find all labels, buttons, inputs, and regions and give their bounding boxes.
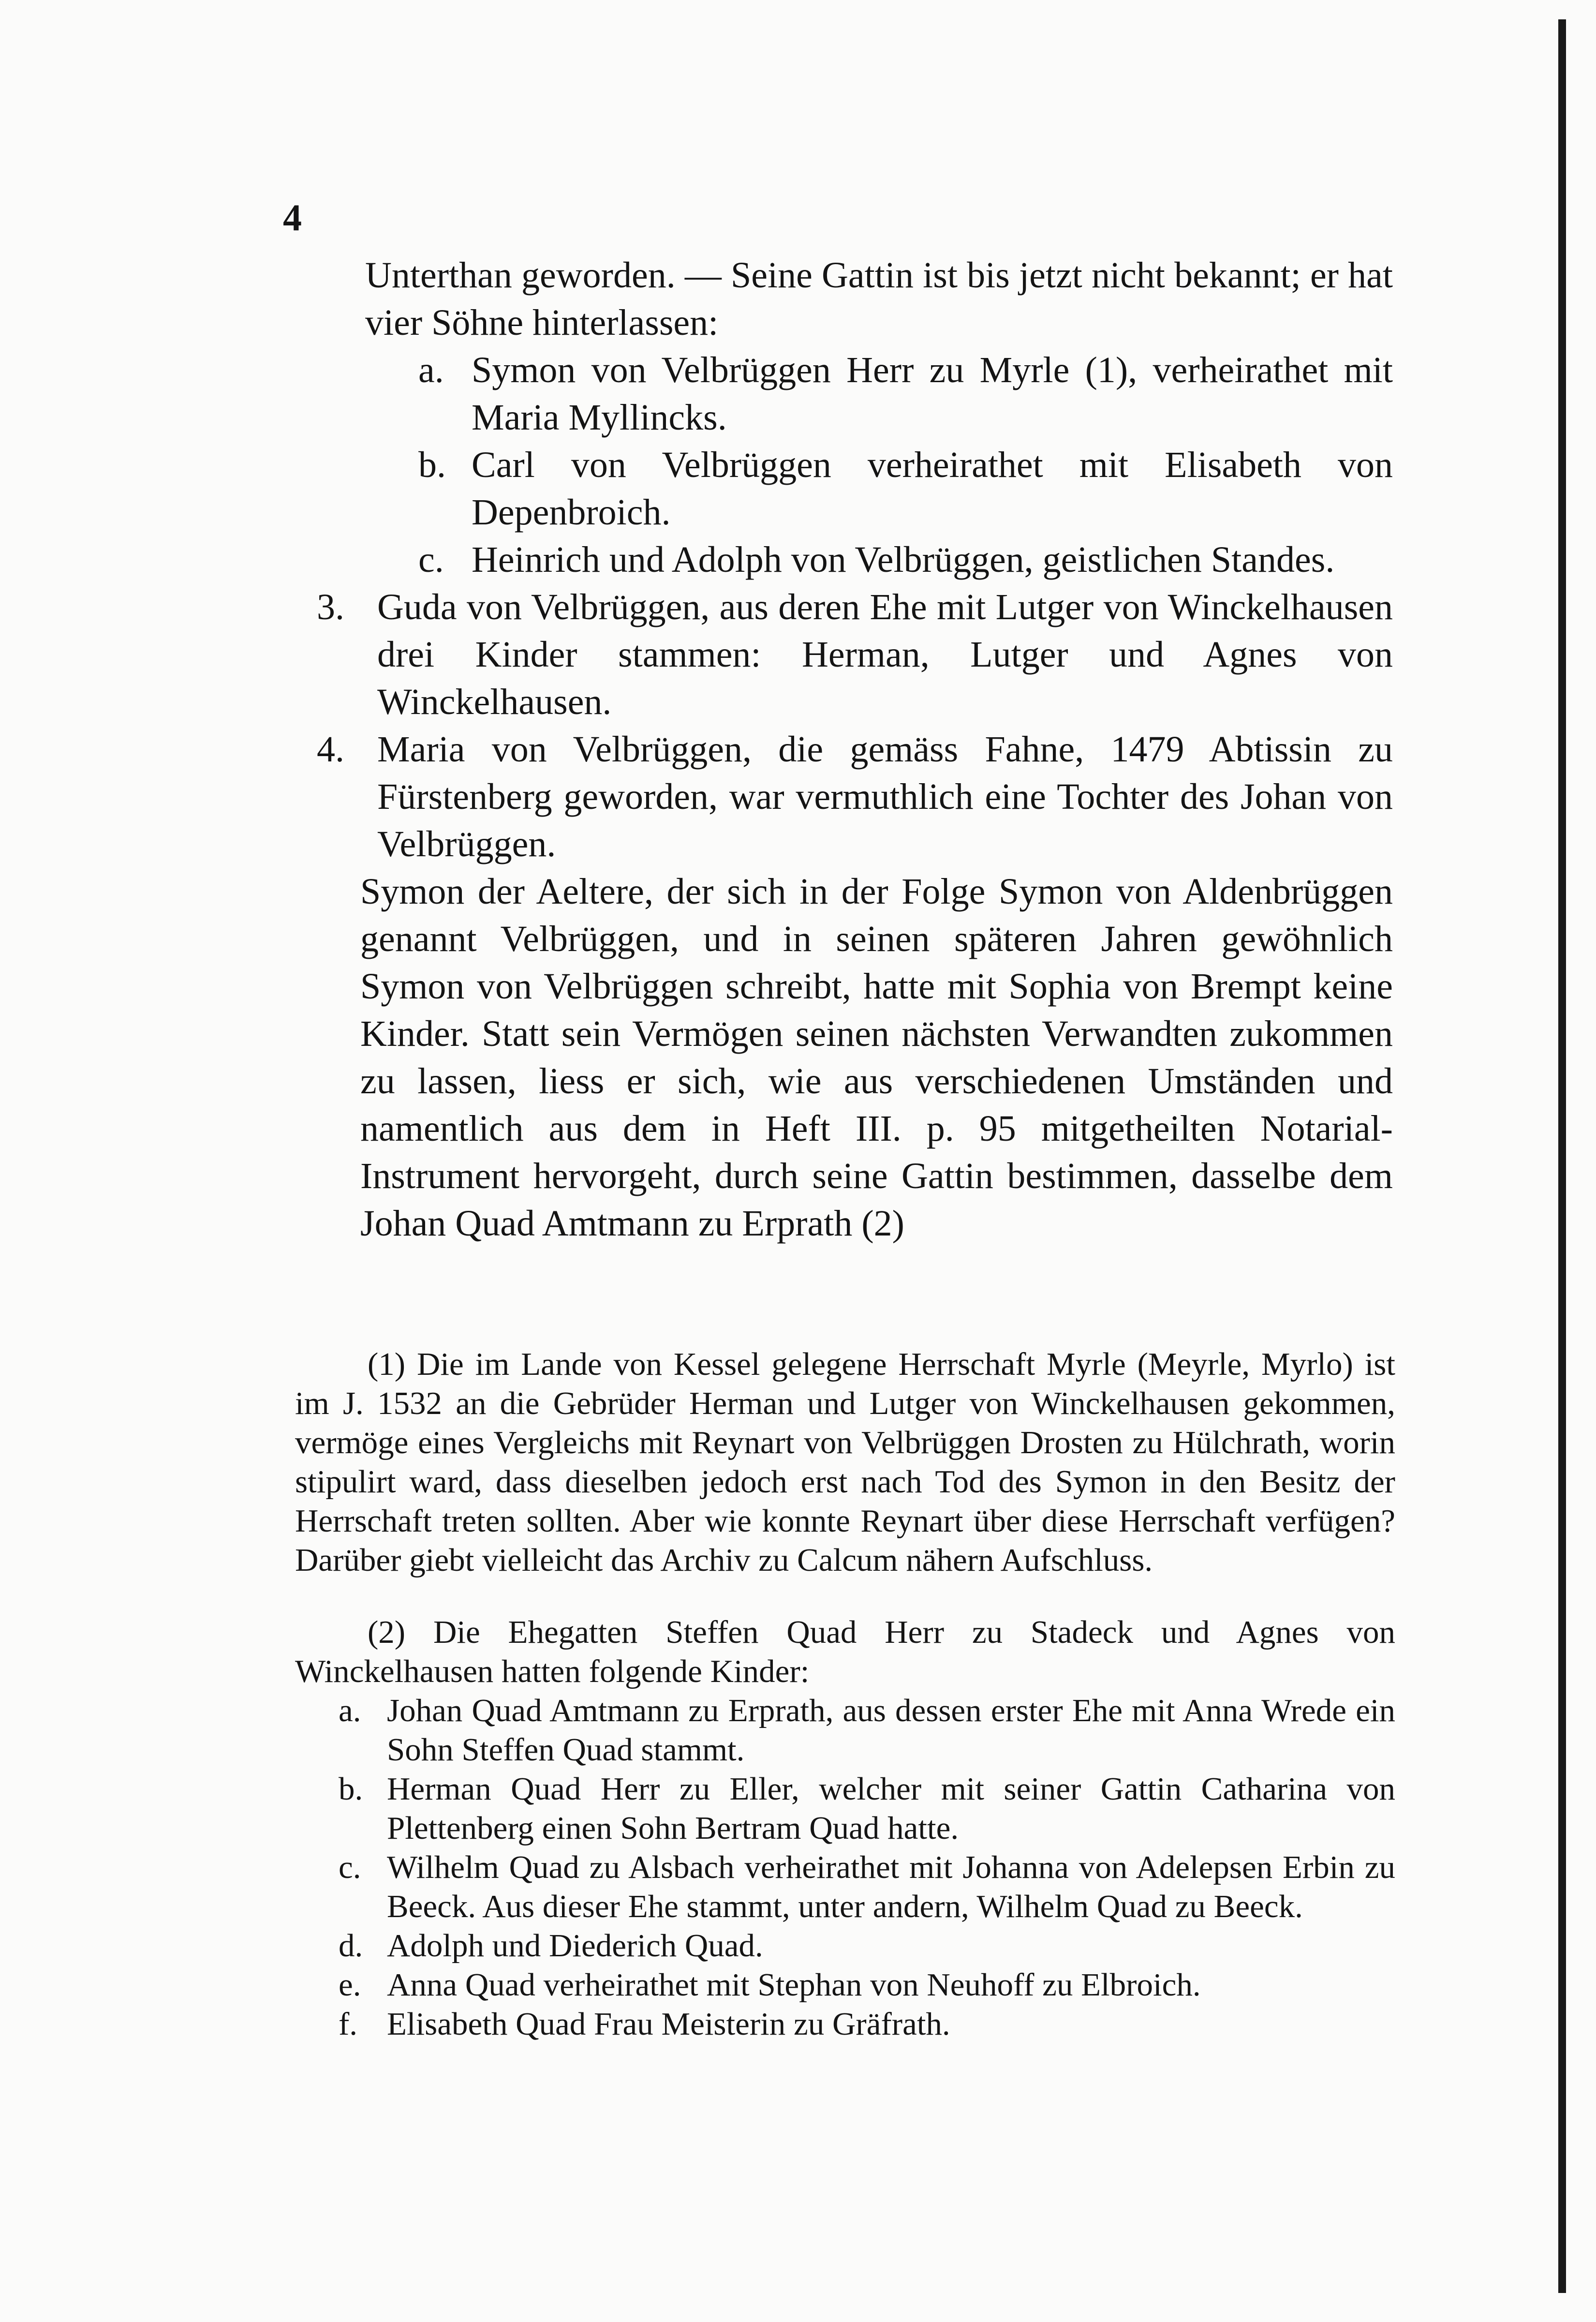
list-marker: c.	[339, 1849, 361, 1885]
list-marker: a.	[339, 1693, 361, 1728]
footnote-1: (1) Die im Lande von Kessel gelegene Herrschaft Myrle (Meyrle, Myrlo) ist im J. 1532 an die Gebrüder Herman und Lutger von Winckelhausen gekommen, vermöge eines Vergleichs mit Reynart von Velbrüggen Drosten zu Hülchrath, worin stipulirt ward, dass dieselben jedoch erst nach Tod des Symon in den Besitz der Herrschaft treten sollten. Aber wie konnte Reynart über diese Herrschaft verfügen? Darüber giebt vielleicht das Archiv zu Calcum nähern Aufschluss.	[295, 1346, 1395, 1578]
list-item-text: Wilhelm Quad zu Alsbach verheirathet mit Johanna von Adelepsen Erbin zu Beeck. Aus dieser Ehe stammt, unter andern, Wilhelm Quad zu Beeck.	[387, 1849, 1395, 1924]
footnote-list-item	[295, 1848, 1395, 1926]
list-item	[365, 346, 1393, 441]
numbered-item	[317, 583, 1393, 726]
list-item-text: Guda von Velbrüggen, aus deren Ehe mit Lutger von Winckelhausen drei Kinder stammen: Herman, Lutger und Agnes von Winckelhausen.	[377, 587, 1393, 722]
list-item-text: Heinrich und Adolph von Velbrüggen, geistlichen Standes.	[472, 539, 1335, 580]
list-marker: b.	[339, 1771, 363, 1807]
footnote-list-item	[295, 1691, 1395, 1770]
footnote-2-intro: (2) Die Ehegatten Steffen Quad Herr zu Stadeck und Agnes von Winckelhausen hatten folgende Kinder:	[295, 1614, 1395, 1689]
list-marker: c.	[418, 539, 444, 580]
footnote-list-item	[295, 1770, 1395, 1848]
footnote-list-item	[295, 1926, 1395, 1965]
list-item	[365, 536, 1393, 583]
footnote-list-item	[295, 2005, 1395, 2044]
list-marker: f.	[339, 2006, 358, 2042]
list-marker: b.	[418, 445, 446, 485]
list-marker: 4.	[317, 729, 344, 770]
list-item-text: Johan Quad Amtmann zu Erprath, aus dessen erster Ehe mit Anna Wrede ein Sohn Steffen Quad stammt.	[387, 1693, 1395, 1768]
list-marker: 3.	[317, 587, 344, 627]
list-marker: d.	[339, 1928, 363, 1964]
list-item-text: Anna Quad verheirathet mit Stephan von Neuhoff zu Elbroich.	[387, 1967, 1201, 2003]
list-item-text: Herman Quad Herr zu Eller, welcher mit seiner Gattin Catharina von Plettenberg einen Sohn Bertram Quad hatte.	[387, 1771, 1395, 1846]
list-item-text: Symon von Velbrüggen Herr zu Myrle (1), verheirathet mit Maria Myllincks.	[472, 350, 1393, 438]
footnote-list-item	[295, 1965, 1395, 2005]
page-number: 4	[283, 196, 302, 238]
page-edge-bar	[1558, 19, 1566, 2293]
footnotes	[295, 1345, 1395, 2044]
main-text	[317, 252, 1393, 1247]
body-paragraph: Symon der Aeltere, der sich in der Folge Symon von Aldenbrüggen genannt Velbrüggen, und in seinen späteren Jahren gewöhnlich Symon von Velbrüggen schreibt, hatte mit Sophia von Brempt keine Kinder. Statt sein Vermögen seinen nächsten Verwandten zukommen zu lassen, liess er sich, wie aus verschiedenen Umständen und namentlich aus dem in Heft III. p. 95 mitgetheilten Notarial-Instrument hervorgeht, durch seine Gattin bestimmen, dasselbe dem Johan Quad Amtmann zu Erprath (2)	[360, 871, 1393, 1244]
list-item-text: Elisabeth Quad Frau Meisterin zu Gräfrath.	[387, 2006, 950, 2042]
intro-paragraph: Unterthan geworden. — Seine Gattin ist bis jetzt nicht bekannt; er hat vier Söhne hinterlassen:	[365, 255, 1393, 343]
list-marker: e.	[339, 1967, 361, 2003]
list-item-text: Adolph und Diederich Quad.	[387, 1928, 763, 1964]
list-item	[365, 441, 1393, 536]
list-marker: a.	[418, 350, 444, 390]
numbered-item	[317, 726, 1393, 868]
list-item-text: Carl von Velbrüggen verheirathet mit Elisabeth von Depenbroich.	[472, 445, 1393, 533]
list-item-text: Maria von Velbrüggen, die gemäss Fahne, 1479 Abtissin zu Fürstenberg geworden, war vermuthlich eine Tochter des Johan von Velbrüggen.	[377, 729, 1393, 864]
